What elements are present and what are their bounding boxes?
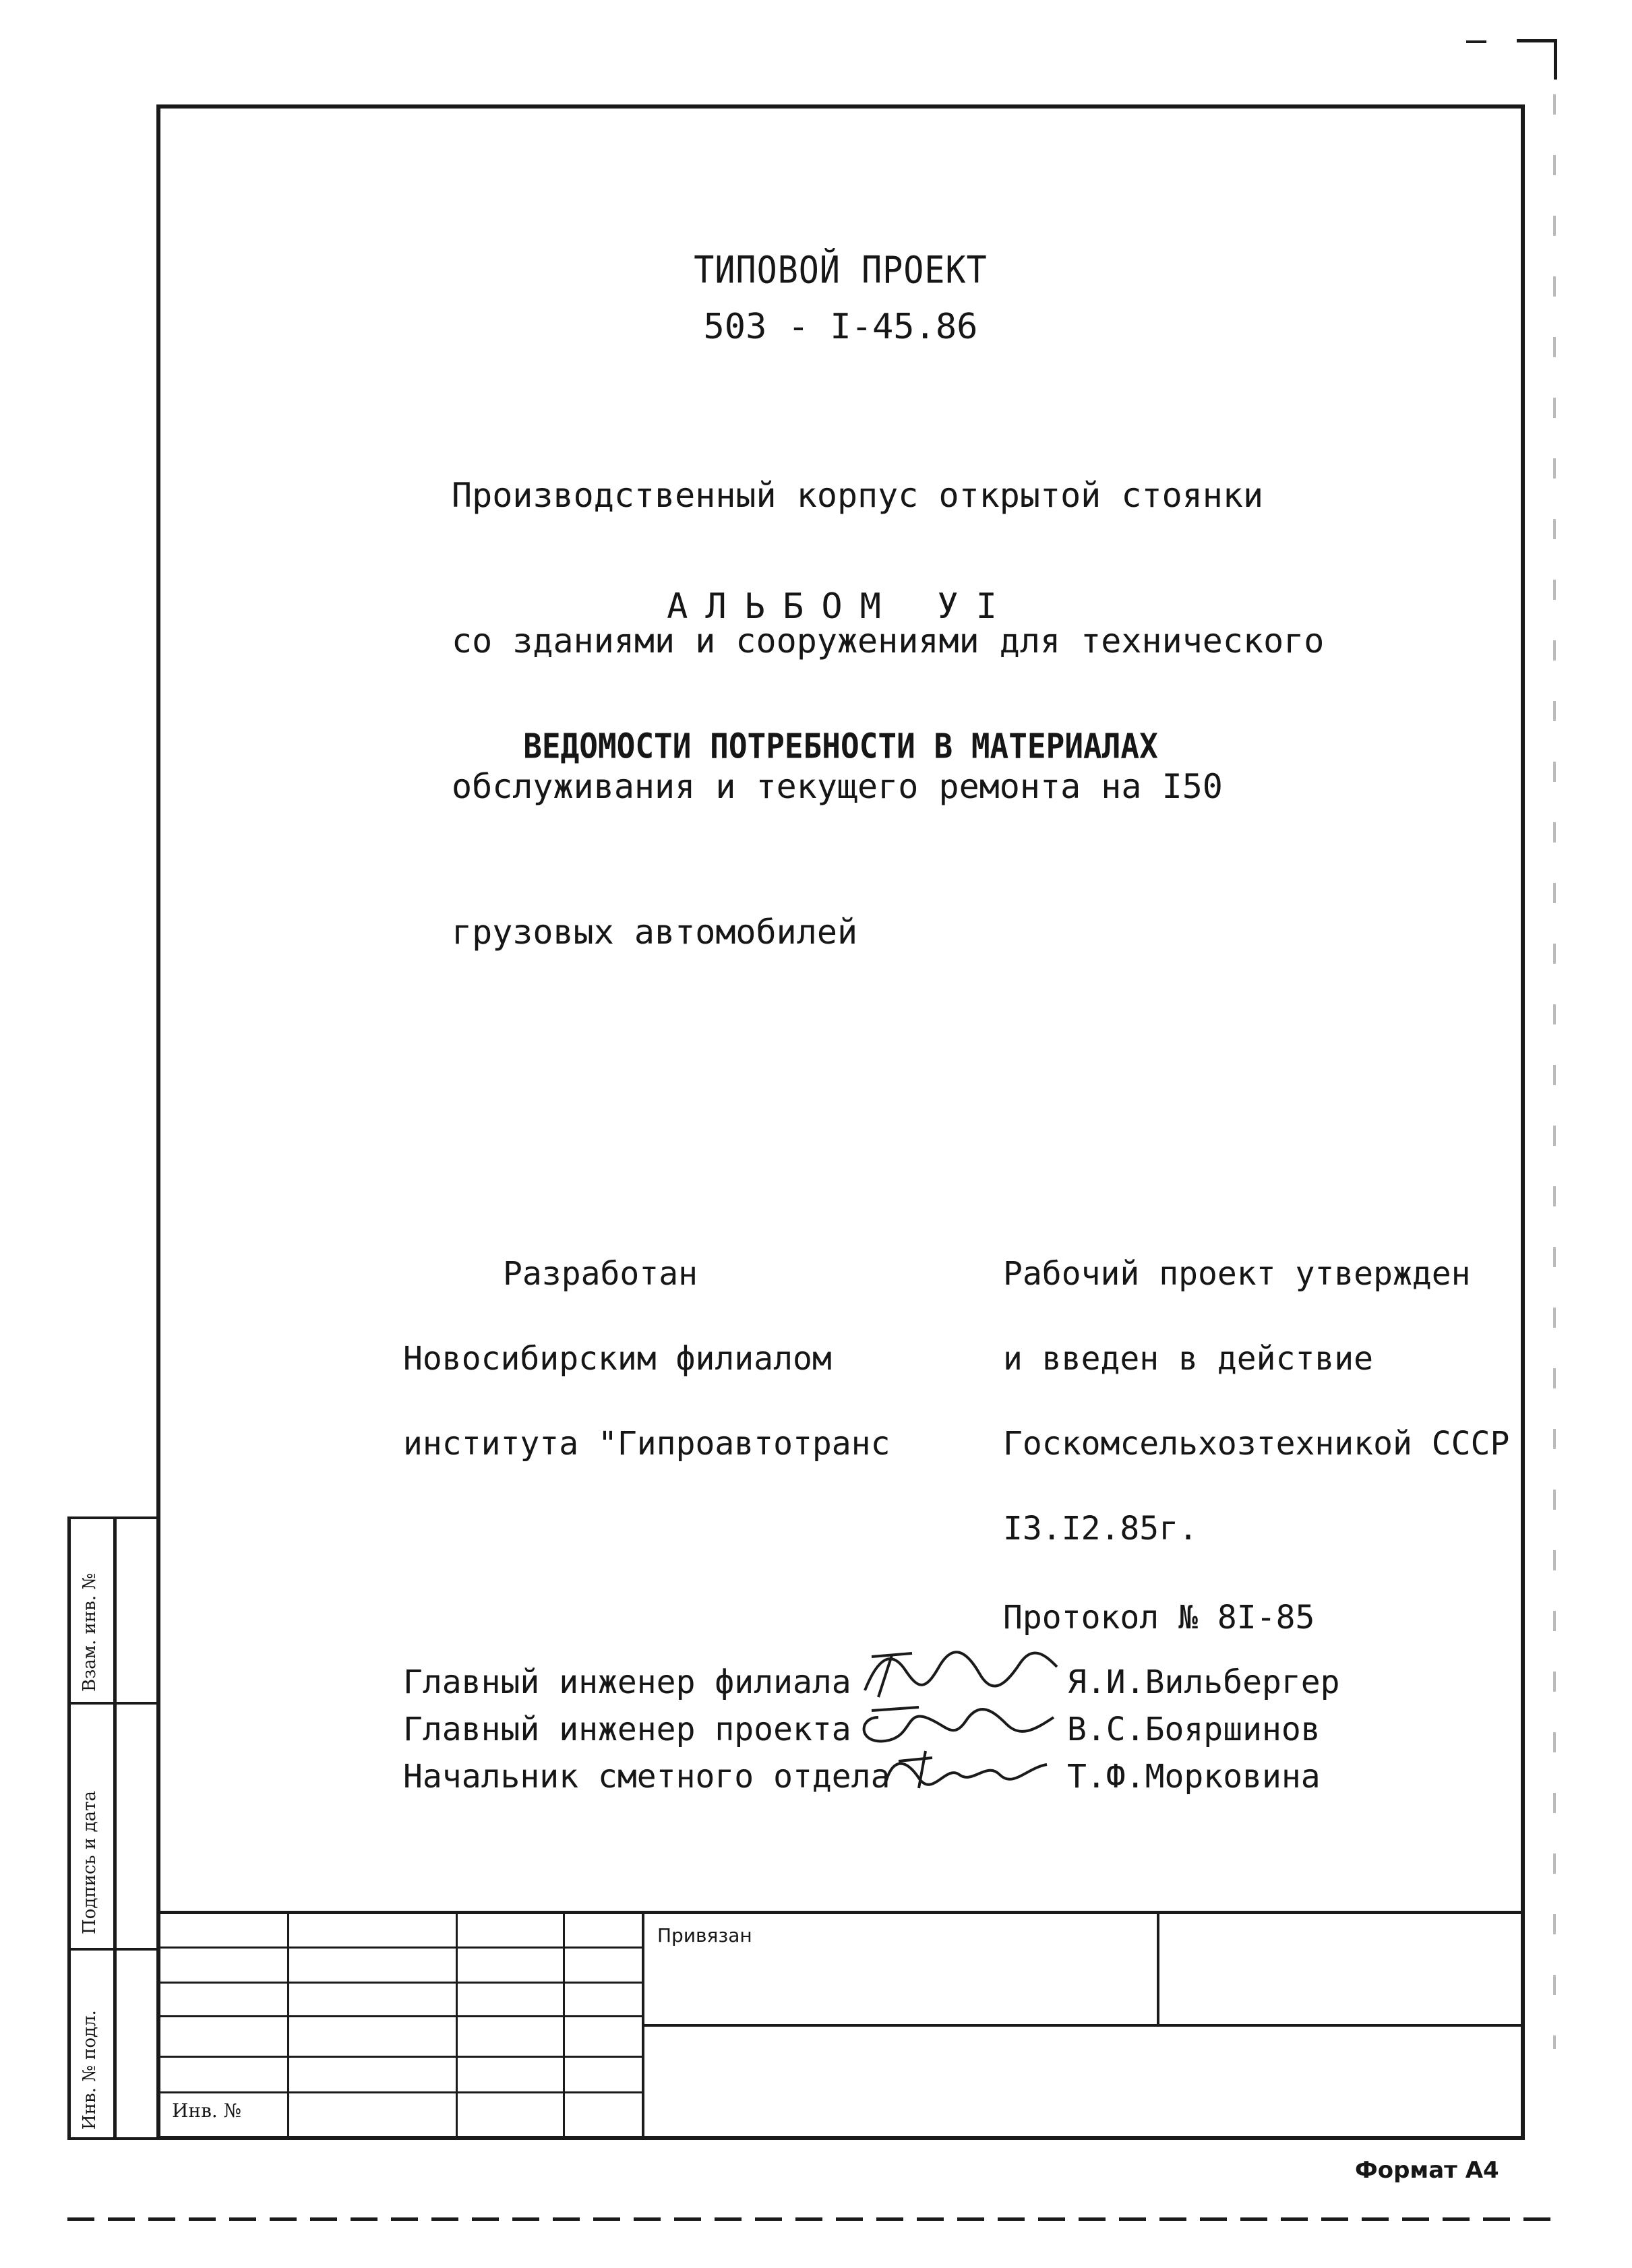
- description-line: Производственный корпус открытой стоянки: [452, 476, 1264, 515]
- signature-name: В.С.Бояршинов: [1067, 1711, 1321, 1748]
- approval-line: Протокол № 8I-85: [1003, 1599, 1315, 1636]
- description-line: со зданиями и сооружениями для технического: [452, 621, 1325, 661]
- signature-position: Начальник сметного отдела: [403, 1758, 890, 1796]
- inventory-label: Инв. №: [172, 2100, 242, 2122]
- corner-mark-vertical: [1554, 39, 1557, 80]
- approval-line: I3.I2.85г.: [1003, 1510, 1198, 1547]
- approval-line: и введен в действие: [1003, 1340, 1374, 1378]
- approval-block: [1003, 1203, 1509, 1660]
- description-line: грузовых автомобилей: [452, 913, 858, 952]
- document-subject: ВЕДОМОСТИ ПОТРЕБНОСТИ В МАТЕРИАЛАХ: [523, 726, 1158, 766]
- signature-position: Главный инженер проекта: [403, 1711, 851, 1748]
- format-label: Формат А4: [1355, 2157, 1499, 2184]
- project-number: 503 - I-45.86: [703, 307, 978, 347]
- album-number: АЛЬБОМ УI: [667, 586, 1015, 627]
- signature-position: Главный инженер филиала: [403, 1663, 851, 1701]
- corner-mark: [1517, 39, 1557, 42]
- developer-line: Новосибирским филиалом: [403, 1340, 832, 1378]
- approval-line: Госкомсельхозтехникой СССР: [1003, 1425, 1510, 1463]
- bottom-edge-dash: [67, 2217, 1557, 2221]
- corner-dash: [1466, 40, 1486, 43]
- side-stamp-replaced: Взам. инв. №: [80, 1573, 100, 1692]
- right-edge-dashes: [1553, 94, 1556, 2049]
- side-stamp-inventory: Инв. № подл.: [80, 2010, 100, 2130]
- developer-line: Разработан: [503, 1255, 698, 1293]
- approval-line: Рабочий проект утвержден: [1003, 1255, 1471, 1293]
- side-stamp-signature: Подпись и дата: [80, 1791, 100, 1934]
- handwritten-signature-icon: [851, 1738, 1067, 1798]
- developer-block: [403, 1203, 890, 1486]
- project-type: ТИПОВОЙ ПРОЕКТ: [694, 249, 988, 292]
- bound-label: Привязан: [657, 1924, 752, 1947]
- description-line: обслуживания и текущего ремонта на I50: [452, 767, 1223, 806]
- developer-line: института "Гипроавтотранс: [403, 1425, 890, 1463]
- project-description: [452, 374, 1324, 1005]
- signature-name: Т.Ф.Морковина: [1067, 1758, 1321, 1796]
- signature-name: Я.И.Вильбергер: [1067, 1663, 1340, 1701]
